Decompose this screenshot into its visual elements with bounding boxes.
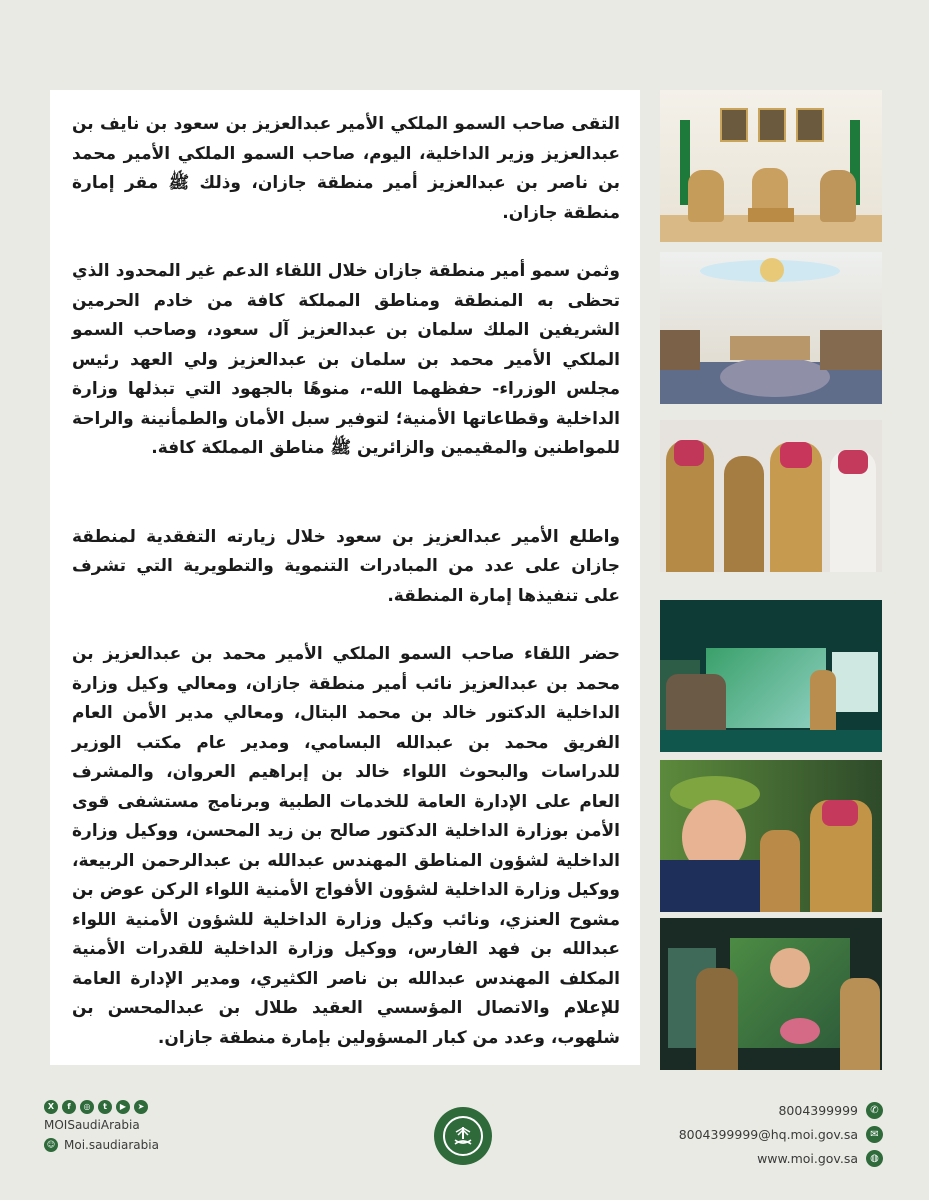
contact-info <box>679 1098 883 1170</box>
social-handle[interactable]: MOISaudiArabia <box>44 1118 140 1132</box>
phone-icon: ✆ <box>866 1102 883 1119</box>
snapchat-handle[interactable]: Moi.saudiarabia <box>64 1138 159 1152</box>
photo-majlis-hall <box>660 252 882 404</box>
moi-emblem <box>434 1107 492 1165</box>
email-row <box>679 1122 883 1146</box>
globe-icon: ◍ <box>866 1150 883 1167</box>
photo-exhibition-screens <box>660 600 882 752</box>
x-icon[interactable]: X <box>44 1100 58 1114</box>
photo-meeting-room <box>660 90 882 242</box>
tumblr-icon[interactable]: t <box>98 1100 112 1114</box>
social-icons-row <box>44 1100 159 1114</box>
photo-flower-crown-boy <box>660 760 882 912</box>
palm-swords-icon <box>450 1123 476 1149</box>
phone-number[interactable]: 8004399999 <box>778 1102 858 1118</box>
photo-exhibit-viewing <box>660 918 882 1070</box>
facebook-icon[interactable]: f <box>62 1100 76 1114</box>
paragraph-1: التقى صاحب السمو الملكي الأمير عبدالعزيز بن سعود بن نايف بن عبدالعزيز وزير الداخلية، اليوم، صاحب السمو الملكي الأمير محمد بن ناصر بن عبدالعزيز أمير منطقة جازان، وذلك ﷺ مقر إمارة منطقة جازان. <box>72 114 620 223</box>
email-address[interactable]: 8004399999@hq.moi.gov.sa <box>678 1126 858 1142</box>
snapchat-icon[interactable]: ☺ <box>44 1138 58 1152</box>
photo-group-walking <box>660 420 882 572</box>
paragraph-4: حضر اللقاء صاحب السمو الملكي الأمير محمد بن عبدالعزيز بن محمد بن عبدالعزيز نائب أمير منطقة جازان، ومعالي وكيل وزارة الداخلية الدكتور خالد بن محمد البتال، ومعالي مدير الأمن العام الفريق محمد بن عبدالله البسامي، ومدير عام مكتب الوزير للدراسات والبحوث اللواء خالد بن إبراهيم العروان، والمشرف العام على الإدارة العامة للخدمات الطبية وبرنامج مستشفى قوى الأمن بوزارة الداخلية الدكتور صالح بن زيد المحسن، ووكيل وزارة الداخلية لشؤون المناطق المهندس عبدالله بن عبدالرحمن الربيعة، ووكيل وزارة الداخلية لشؤون الأفواج الأمنية اللواء الركن عوض بن مشوح العنزي، ونائب وكيل وزارة الداخلية للشؤون الأمنية اللواء عبدالله بن فهد الفارس، ووكيل وزارة الداخلية للقدرات الأمنية المكلف المهندس عبدالله بن ناصر الكثيري، ومدير الإدارة العامة للإعلام والاتصال المؤسسي العقيد طلال بن عبدالمحسن بن شلهوب، وعدد من كبار المسؤولين بإمارة منطقة جازان. <box>72 644 620 1048</box>
snapchat-row <box>44 1138 159 1152</box>
youtube-icon[interactable]: ▶ <box>116 1100 130 1114</box>
email-icon: ✉ <box>866 1126 883 1143</box>
telegram-icon[interactable]: ➤ <box>134 1100 148 1114</box>
instagram-icon[interactable]: ◎ <box>80 1100 94 1114</box>
website-row <box>679 1146 883 1170</box>
paragraph-2: وثمن سمو أمير منطقة جازان خلال اللقاء الدعم غير المحدود الذي تحظى به المنطقة ومناطق المملكة كافة من خادم الحرمين الشريفين الملك سلمان بن عبدالعزيز آل سعود، وصاحب السمو الملكي الأمير محمد بن سلمان بن عبدالعزيز ولي العهد رئيس مجلس الوزراء- حفظهما الله-، منوهًا بالجهود التي تبذلها وزارة الداخلية وقطاعاتها الأمنية؛ لتوفير سبل الأمان والطمأنينة والراحة للمواطنين والمقيمين والزائرين ﷺ مناطق المملكة كافة. <box>72 261 620 458</box>
website-url[interactable]: www.moi.gov.sa <box>757 1150 858 1166</box>
article-text <box>72 110 620 1053</box>
phone-row <box>679 1098 883 1122</box>
social-links <box>44 1100 159 1152</box>
emblem-ring <box>443 1116 483 1156</box>
paragraph-3: واطلع الأمير عبدالعزيز بن سعود خلال زيارته التفقدية لمنطقة جازان على عدد من المبادرات التنموية والتطويرية التي تشرف على تنفيذها إمارة المنطقة. <box>72 526 620 606</box>
